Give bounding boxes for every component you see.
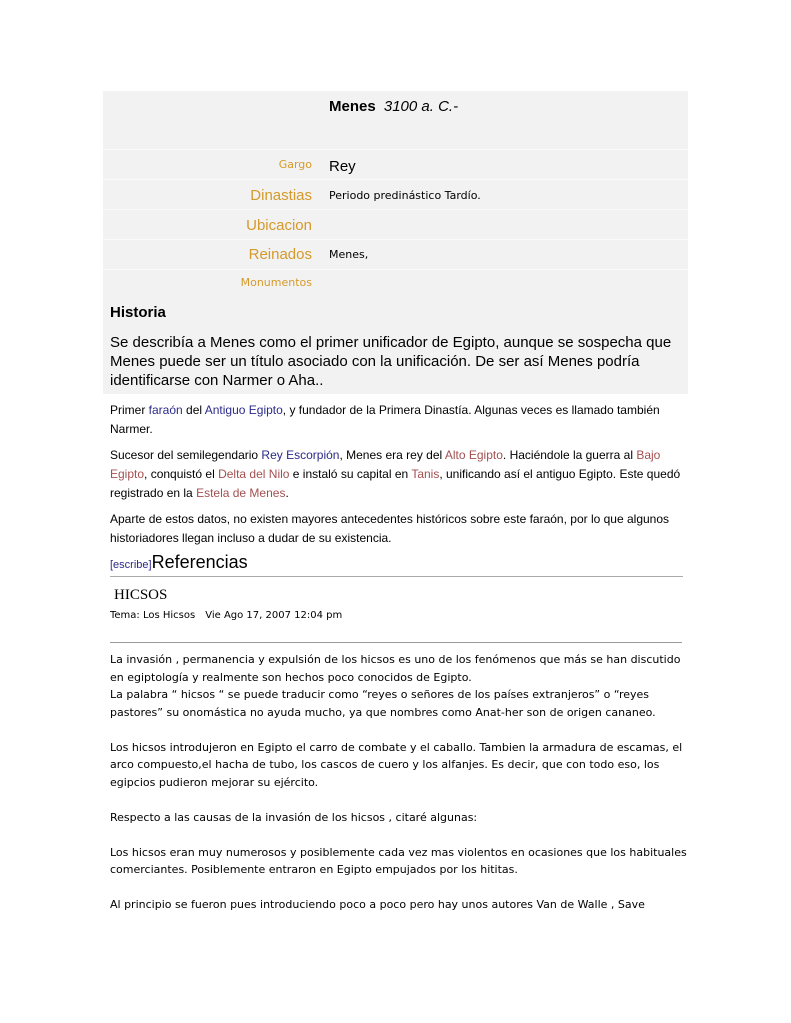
infobox-row-monumentos (103, 269, 688, 300)
text: . (285, 486, 289, 500)
historia-text: Se describía a Menes como el primer unificador de Egipto, aunque se sospecha que Menes puede ser un título asociado con la unificación. De ser así Menes podría identificarse con Narmer o Aha.. (110, 334, 672, 389)
row-label: Reinados (248, 246, 312, 263)
post-title: HICSOS (114, 587, 168, 603)
infobox-name: Menes (329, 98, 376, 115)
referencias-title: Referencias (151, 552, 248, 572)
text: del (182, 403, 205, 417)
referencias-heading (110, 552, 248, 573)
forum-post-body (110, 651, 690, 931)
link-delta-del-nilo[interactable]: Delta del Nilo (218, 467, 290, 481)
text: , Menes era rey del (339, 448, 445, 462)
text: . Haciéndole la guerra al (502, 448, 637, 462)
link-alto-egipto[interactable]: Alto Egipto (444, 448, 503, 462)
paragraph-1 (110, 401, 685, 439)
divider (110, 576, 683, 577)
text: , conquistó el (144, 467, 219, 481)
post-topic: Tema: Los Hicsos (110, 610, 196, 621)
row-value: Menes, (329, 248, 369, 261)
link-faraon[interactable]: faraón (148, 403, 183, 417)
link-tanis[interactable]: Tanis (411, 467, 440, 481)
row-label: Gargo (278, 158, 312, 171)
text: , y fundador de la Primera Dinastía. Algunas veces es llamado también Narmer. (110, 403, 660, 436)
text: Sucesor del semilegendario (110, 448, 262, 462)
forum-paragraph: Los hicsos introdujeron en Egipto el carro de combate y el caballo. Tambien la armadura de escamas, el arco compuesto,el hacha de tubo, los cascos de cuero y los alfanjes. Es decir, que con todo eso, los egipcios pudieron mejorar su ejército. (110, 740, 683, 789)
row-label: Ubicacion (246, 217, 312, 234)
post-meta (110, 610, 342, 621)
infobox-row-gargo (103, 149, 688, 180)
link-estela-de-menes[interactable]: Estela de Menes (196, 486, 286, 500)
paragraph-3: Aparte de estos datos, no existen mayores antecedentes históricos sobre este faraón, por lo que algunos historiadores llegan incluso a dudar de su existencia. (110, 512, 670, 545)
row-label: Monumentos (240, 276, 312, 289)
infobox-row-reinados (103, 239, 688, 270)
row-label: Dinastias (250, 187, 312, 204)
text: La palabra “ hicsos “ se puede traducir como “reyes o señores de los países extranjeros” o “reyes pastores” su onomástica no ayuda mucho, ya que nombres como Anat-her son de origen cananeo. (110, 688, 656, 719)
forum-paragraph: Al principio se fueron pues introduciendo poco a poco pero hay unos autores Van de Walle , Save (110, 898, 645, 911)
post-date: Vie Ago 17, 2007 12:04 pm (205, 610, 343, 621)
link-antiguo-egipto[interactable]: Antiguo Egipto (204, 403, 283, 417)
edit-link[interactable]: [escribe] (110, 559, 152, 571)
row-value: Periodo predinástico Tardío. (329, 189, 481, 202)
historia-heading: Historia (110, 304, 166, 321)
row-value: Rey (329, 158, 356, 175)
infobox-date: 3100 a. C.- (383, 98, 459, 115)
text: e instaló su capital en (289, 467, 412, 481)
text: , unificando así el antiguo Egipto. Este quedó registrado en la (110, 467, 681, 500)
infobox-row-ubicacion (103, 209, 688, 240)
divider (110, 642, 682, 643)
text: La invasión , permanencia y expulsión de los hicsos es uno de los fenómenos que más se han discutido en egiptología y realmente son hechos poco conocidos de Egipto. (110, 653, 681, 684)
forum-paragraph: Respecto a las causas de la invasión de los hicsos , citaré algunas: (110, 810, 478, 824)
infobox-row-dinastias (103, 179, 688, 210)
forum-paragraph: Los hicsos eran muy numerosos y posiblemente cada vez mas violentos en ocasiones que los habituales comerciantes. Posiblemente entraron en Egipto empujados por los hititas. (110, 845, 687, 876)
infobox-title (329, 98, 458, 115)
paragraph-2 (110, 446, 685, 503)
link-bajo-egipto[interactable]: Bajo Egipto (110, 448, 661, 481)
infobox (103, 91, 688, 394)
link-rey-escorpion[interactable]: Rey Escorpión (261, 448, 340, 462)
text: Primer (110, 403, 149, 417)
forum-paragraph (110, 651, 690, 721)
